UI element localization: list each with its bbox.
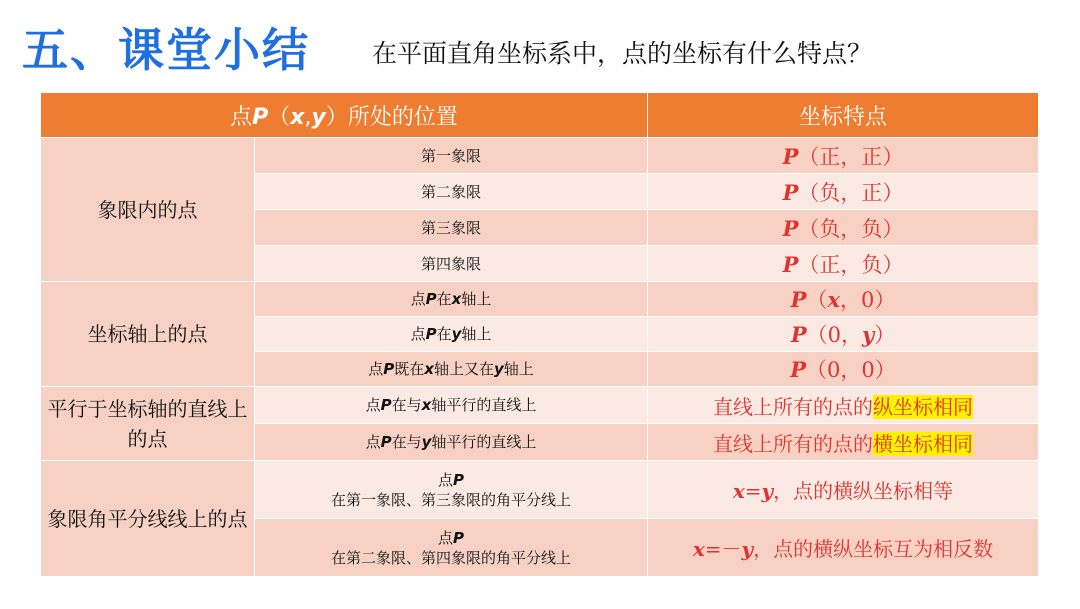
- coord-cell: P（正，正）: [648, 138, 1039, 174]
- table-header-row: [41, 93, 1039, 138]
- coord-cell: P（负，正）: [648, 174, 1039, 210]
- position-cell: 第三象限: [255, 210, 648, 246]
- coord-cell: P（负，负）: [648, 210, 1039, 246]
- position-cell: 点P在与y轴平行的直线上: [255, 424, 648, 461]
- category-quadrant: 象限内的点: [41, 138, 255, 282]
- coord-highlight: 横坐标相同: [873, 431, 973, 456]
- table-row: [41, 138, 1039, 174]
- position-cell: [255, 519, 648, 577]
- coord-prefix: 直线上所有的点的: [713, 394, 873, 419]
- coord-cell: P（正，负）: [648, 246, 1039, 282]
- position-cell: 第二象限: [255, 174, 648, 210]
- summary-table: [40, 92, 1039, 577]
- position-line2: 在第二象限、第四象限的角平分线上: [330, 548, 571, 567]
- position-cell: 点P在y轴上: [255, 317, 648, 352]
- position-cell: 点P既在x轴上又在y轴上: [255, 352, 648, 387]
- coord-cell: P（x，0）: [648, 282, 1039, 317]
- coord-highlight: 纵坐标相同: [873, 394, 973, 419]
- table-row: [41, 282, 1039, 317]
- position-line2: 在第一象限、第三象限的角平分线上: [330, 490, 571, 509]
- slide-question: 在平面直角坐标系中，点的坐标有什么特点？: [372, 39, 873, 68]
- header-coord: 坐标特点: [648, 93, 1039, 138]
- category-parallel: 平行于坐标轴的直线上的点: [41, 387, 255, 461]
- position-line1: 点P: [437, 470, 464, 489]
- category-axis: 坐标轴上的点: [41, 282, 255, 387]
- table-row: [41, 461, 1039, 519]
- coord-cell: x=－y，点的横纵坐标互为相反数: [648, 519, 1039, 577]
- coord-cell: P（0，y）: [648, 317, 1039, 352]
- position-cell: 点P在x轴上: [255, 282, 648, 317]
- position-cell: [255, 461, 648, 519]
- position-cell: 第四象限: [255, 246, 648, 282]
- slide-title: 五、课堂小结: [22, 23, 310, 77]
- coord-cell: [648, 387, 1039, 424]
- category-bisector: 象限角平分线线上的点: [41, 461, 255, 577]
- coord-cell: P（0，0）: [648, 352, 1039, 387]
- table-row: [41, 387, 1039, 424]
- coord-cell: [648, 424, 1039, 461]
- position-line1: 点P: [437, 528, 464, 547]
- coord-cell: x=y，点的横纵坐标相等: [648, 461, 1039, 519]
- position-cell: 第一象限: [255, 138, 648, 174]
- position-cell: 点P在与x轴平行的直线上: [255, 387, 648, 424]
- coord-prefix: 直线上所有的点的: [713, 431, 873, 456]
- header-position: 点P（x,y）所处的位置: [41, 93, 648, 138]
